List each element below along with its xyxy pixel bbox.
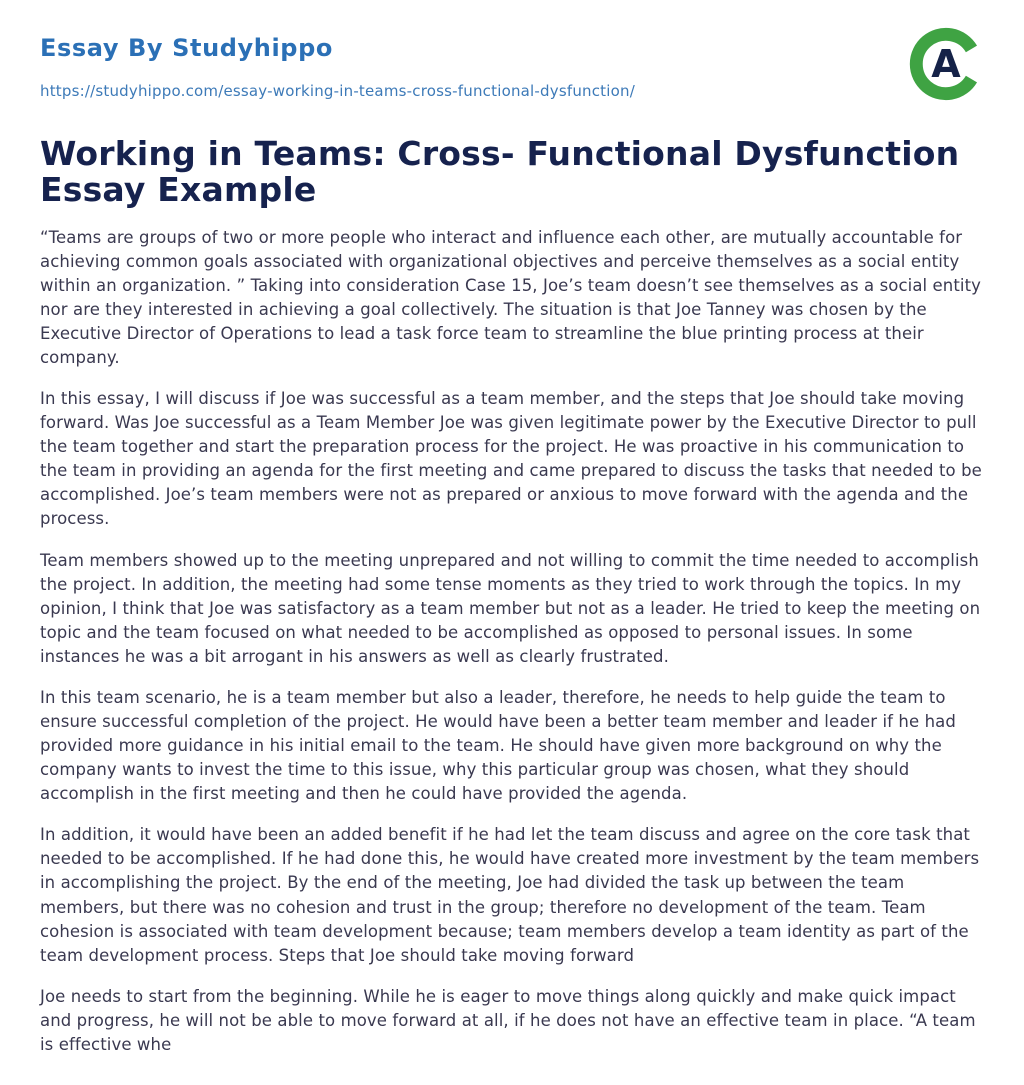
essay-paragraph: In addition, it would have been an added benefit if he had let the team discuss and agree on the core task that needed to be accomplished. If he had done this, he would have created more investment by the team members in accomplishing the project. By the end of the meeting, Joe had divided the task up between the team members, but there was no cohesion and trust in the group; therefore no development of the team. Team cohesion is associated with team development because; team members develop a team identity as part of the team development process. Steps that Joe should take moving forward [40,825,980,965]
essay-content [40,136,984,1057]
essay-title: Working in Teams: Cross- Functional Dysfunction Essay Example [40,134,960,210]
logo-letter: A [931,41,961,86]
source-url-link[interactable]: https://studyhippo.com/essay-working-in-teams-cross-functional-dysfunction/ [40,82,635,100]
essay-paragraph: Joe needs to start from the beginning. While he is eager to move things along quickly and make quick impact and progress, he will not be able to move forward at all, if he does not have an effective team in place. “A team is effective whe [40,986,976,1054]
header-text-block [40,26,635,100]
essay-paragraph: In this team scenario, he is a team member but also a leader, therefore, he needs to help guide the team to ensure successful completion of the project. He would have been a better team member and leader if he had provided more guidance in his initial email to the team. He should have given more background on why the company wants to invest the time to this issue, why this particular group was chosen, what they should accomplish in the first meeting and then he could have provided the agenda. [40,687,956,804]
studyhippo-logo-icon [908,26,984,102]
essay-paragraph: Team members showed up to the meeting unprepared and not willing to commit the time needed to accomplish the project. In addition, the meeting had some tense moments as they tried to work through the topics. In my opinion, I think that Joe was satisfactory as a team member but not as a leader. He tried to keep the meeting on topic and the team focused on what needed to be accomplished as opposed to personal issues. In some instances he was a bit arrogant in his answers as well as clearly frustrated. [40,550,981,666]
essay-body [40,226,984,1057]
essay-paragraph: “Teams are groups of two or more people who interact and influence each other, are mutually accountable for achieving common goals associated with organizational objectives and perceive themselves as a social entity within an organization. ” Taking into consideration Case 15, Joe’s team doesn’t see themselves as a social entity nor are they interested in achieving a goal collectively. The situation is that Joe Tanney was chosen by the Executive Director of Operations to lead a task force team to streamline the blue printing process at their company. [40,227,982,367]
site-label: Essay By Studyhippo [40,34,333,62]
page-header [40,26,984,102]
essay-paragraph: In this essay, I will discuss if Joe was successful as a team member, and the steps that Joe should take moving forward. Was Joe successful as a Team Member Joe was given legitimate power by the Executive Director to pull the team together and start the preparation process for the project. He was proactive in his communication to the team in providing an agenda for the first meeting and came prepared to discuss the tasks that needed to be accomplished. Joe’s team members were not as prepared or anxious to move forward with the agenda and the process. [40,389,982,529]
